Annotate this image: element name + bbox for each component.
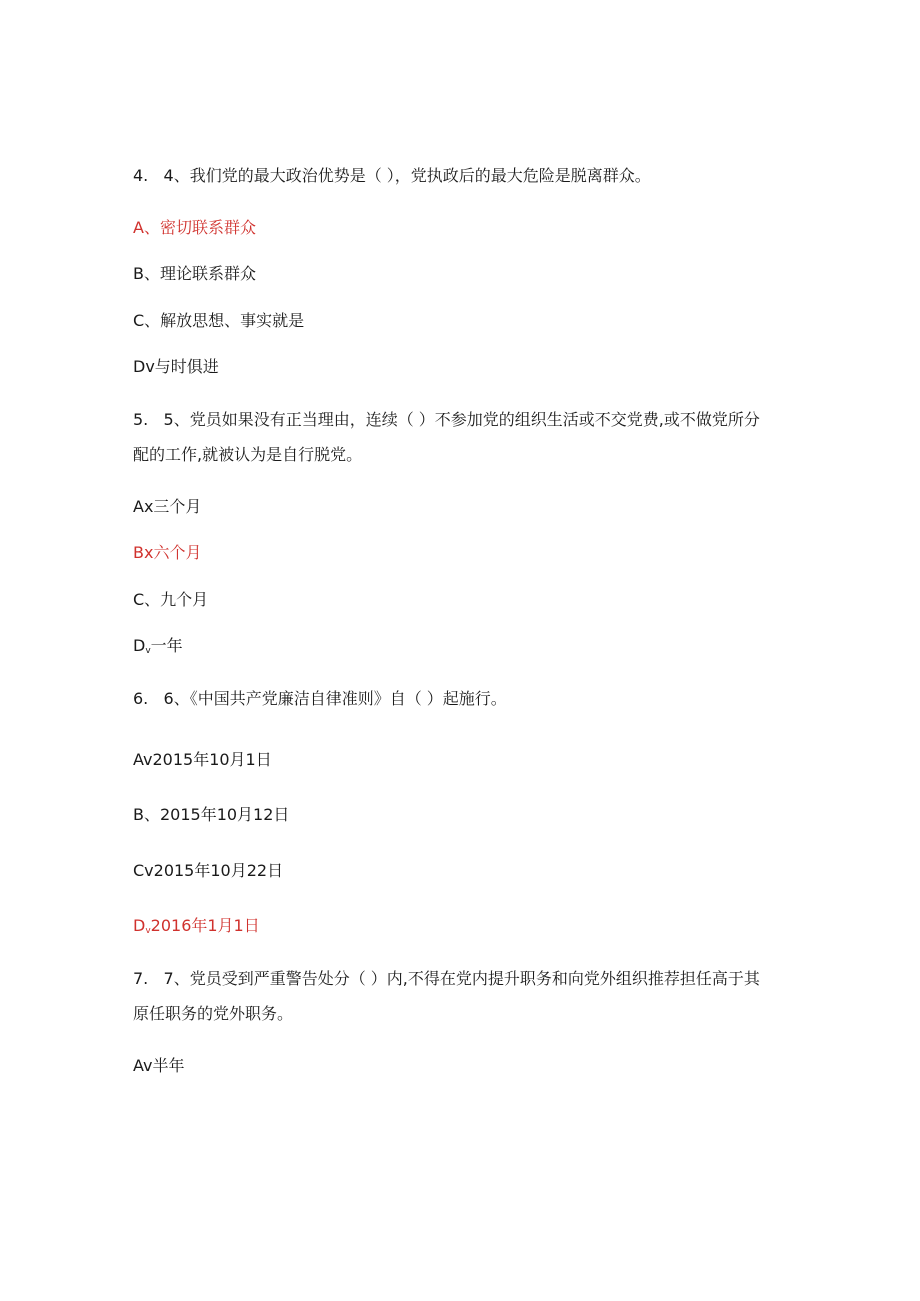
option-d[interactable] (133, 636, 183, 661)
question-7 (133, 969, 760, 989)
question-7-continuation: 原任职务的党外职务。 (133, 1004, 294, 1023)
option-text: 2016年1月1日 (150, 916, 260, 935)
option-prefix: D (133, 916, 146, 935)
option-c[interactable]: Cv2015年10月22日 (133, 861, 284, 880)
option-c[interactable]: C、九个月 (133, 590, 209, 609)
option-subscript: v (145, 926, 151, 936)
option-a[interactable]: A、密切联系群众 (133, 218, 256, 237)
question-5-continuation: 配的工作,就被认为是自行脱党。 (133, 445, 363, 464)
question-number: 6. (133, 689, 149, 708)
option-prefix: D (133, 636, 146, 655)
option-b[interactable]: B、理论联系群众 (133, 264, 256, 283)
option-a[interactable]: Ax三个月 (133, 497, 202, 516)
option-subscript: v (145, 646, 151, 656)
option-a[interactable]: Av半年 (133, 1056, 185, 1075)
option-b[interactable]: B、2015年10月12日 (133, 805, 290, 824)
question-4 (133, 166, 651, 186)
option-a[interactable]: Av2015年10月1日 (133, 750, 272, 769)
question-6 (133, 689, 507, 709)
question-text: 7、党员受到严重警告处分（ ）内,不得在党内提升职务和向党外组织推荐担任高于其 (163, 969, 760, 988)
question-number: 7. (133, 969, 149, 988)
question-text: 6、《中国共产党廉洁自律准则》自（ ）起施行。 (163, 689, 507, 708)
option-b[interactable]: Bx六个月 (133, 543, 202, 562)
question-5 (133, 410, 760, 430)
option-c[interactable]: C、解放思想、事实就是 (133, 311, 305, 330)
question-number: 5. (133, 410, 149, 429)
option-d[interactable] (133, 916, 260, 941)
question-text: 4、我们党的最大政治优势是（ ），党执政后的最大危险是脱离群众。 (163, 166, 651, 185)
option-text: 一年 (150, 636, 183, 655)
option-d[interactable]: Dv与时俱进 (133, 357, 219, 376)
question-text: 5、党员如果没有正当理由，连续（ ）不参加党的组织生活或不交党费,或不做党所分 (163, 410, 760, 429)
question-number: 4. (133, 166, 149, 185)
